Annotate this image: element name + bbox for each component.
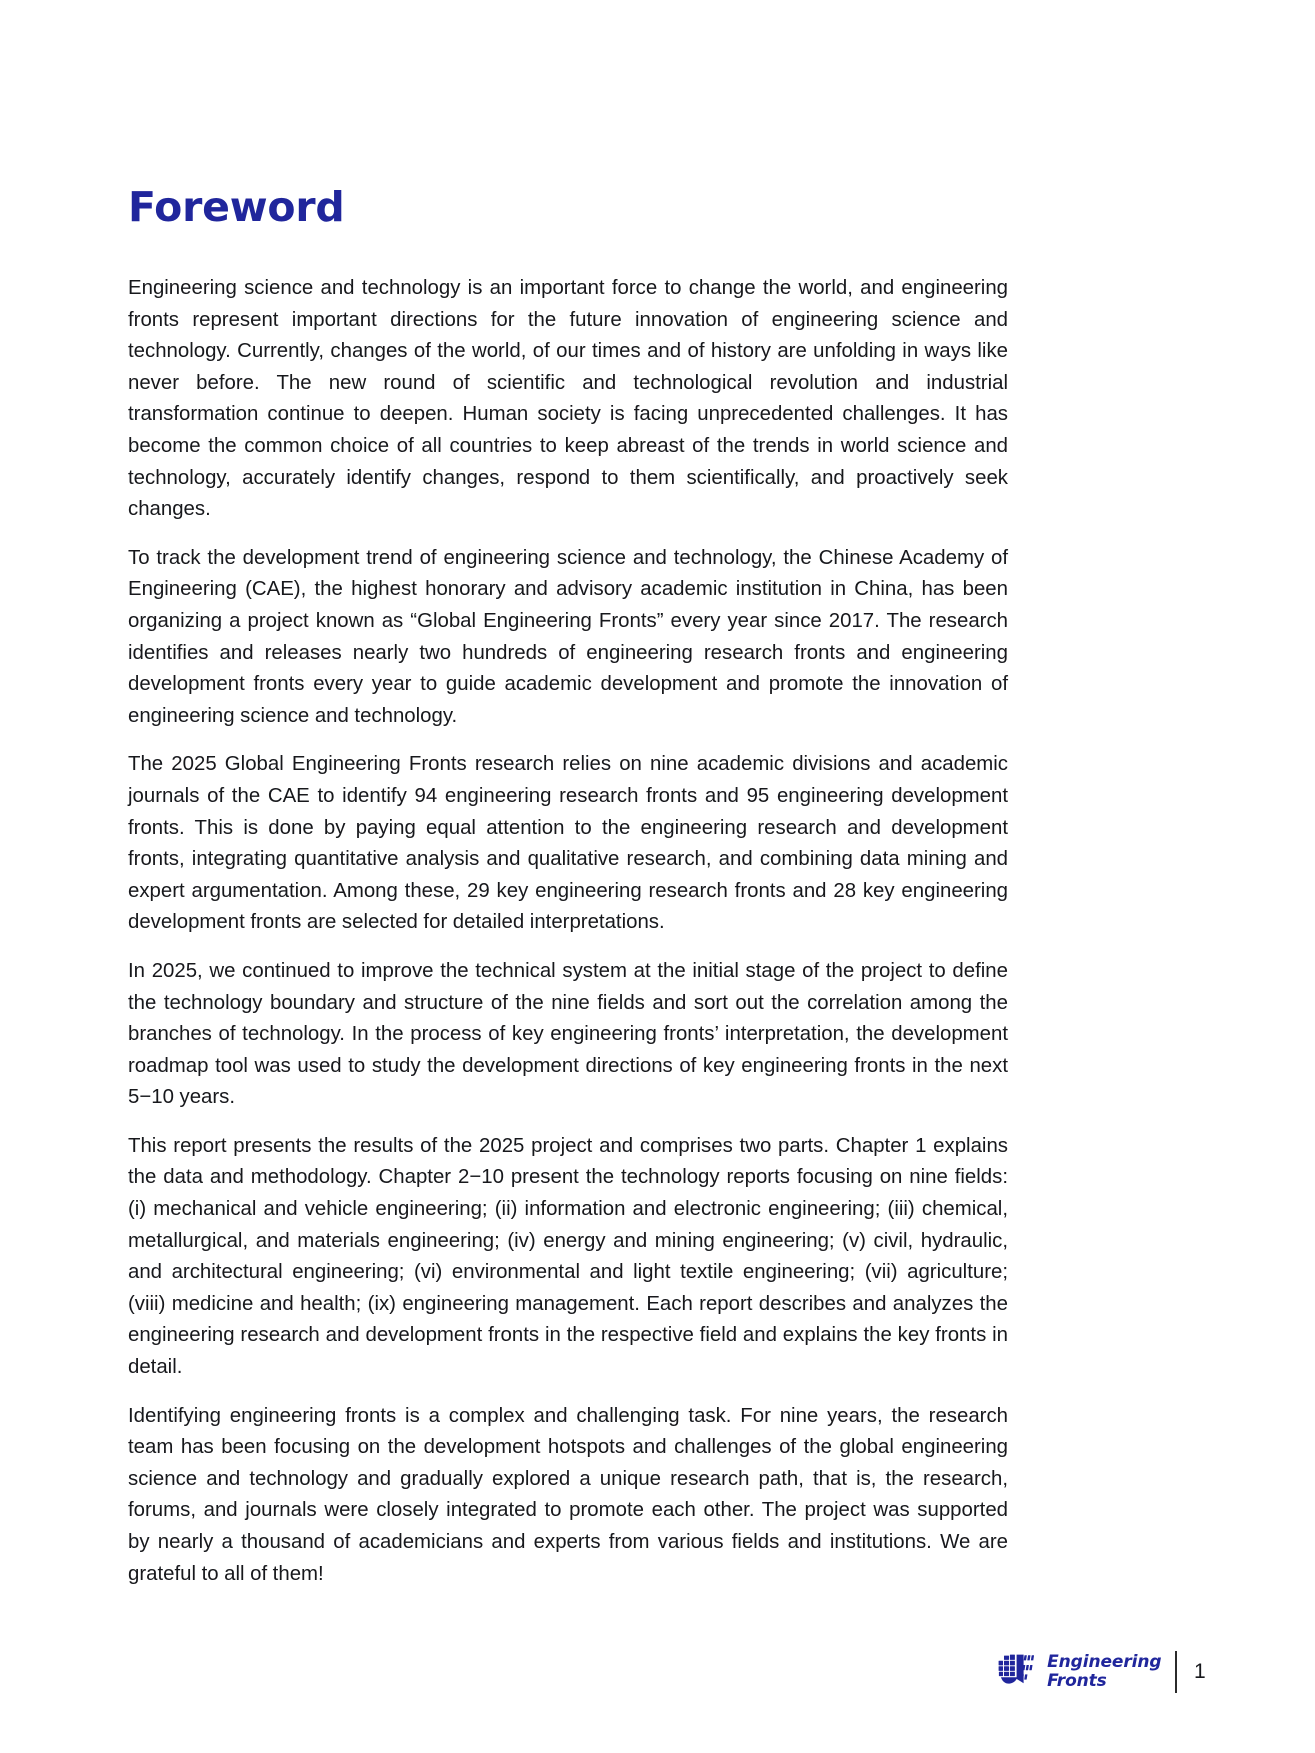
- page-title: Foreword: [128, 183, 345, 231]
- page-number: 1: [1194, 1660, 1206, 1683]
- globe-grid-icon: [996, 1652, 1038, 1692]
- paragraph: Engineering science and technology is an important force to change the world, and engineering fronts represent important directions for the future innovation of engineering science and technology. Currently, changes of the world, of our times and of history are unfolding in ways like never before. The new round of scientific and technological revolution and industrial transformation continue to deepen. Human society is facing unprecedented challenges. It has become the common choice of all countries to keep abreast of the trends in world science and technology, accurately identify changes, respond to them scientifically, and proactively seek changes.: [128, 277, 1008, 521]
- brand-line-2: Fronts: [1047, 1671, 1107, 1691]
- page-footer: [996, 1651, 1210, 1693]
- paragraph: This report presents the results of the 2025 project and comprises two parts. Chapter 1 explains the data and methodology. Chapter 2−10 present the technology reports focusing on nine fields: (i) mechanical and vehicle engineering; (ii) information and electronic engineering; (iii) chemical, metallurgical, and materials engineering; (iv) energy and mining engineering; (v) civil, hydraulic, and architectural engineering; (vi) environmental and light textile engineering; (vii) agriculture; (viii) medicine and health; (ix) engineering management. Each report describes and analyzes the engineering research and development fronts in the respective field and explains the key fronts in detail.: [128, 1134, 1008, 1379]
- paragraph: To track the development trend of engineering science and technology, the Chinese Academy of Engineering (CAE), the highest honorary and advisory academic institution in China, has been organizing a project known as “Global Engineering Fronts” every year since 2017. The research identifies and releases nearly two hundreds of engineering research fronts and engineering development fronts every year to guide academic development and promote the innovation of engineering science and technology.: [128, 546, 1008, 727]
- page-content: [128, 0, 1008, 1590]
- footer-divider: [1175, 1651, 1177, 1693]
- paragraph: In 2025, we continued to improve the technical system at the initial stage of the project to define the technology boundary and structure of the nine fields and sort out the correlation among the branches of technology. In the process of key engineering fronts’ interpretation, the development roadmap tool was used to study the development directions of key engineering fronts in the next 5−10 years.: [128, 959, 1008, 1109]
- brand-lockup: [996, 1652, 1161, 1692]
- body-copy: [128, 273, 1008, 1590]
- paragraph: The 2025 Global Engineering Fronts research relies on nine academic divisions and academic journals of the CAE to identify 94 engineering research fronts and 95 engineering development fronts. This is done by paying equal attention to the engineering research and development fronts, integrating quantitative analysis and qualitative research, and combining data mining and expert argumentation. Among these, 29 key engineering research fronts and 28 key engineering development fronts are selected for detailed interpretations.: [128, 753, 1008, 934]
- brand-wordmark: [1047, 1653, 1161, 1691]
- brand-line-1: Engineering: [1047, 1651, 1162, 1672]
- paragraph: Identifying engineering fronts is a complex and challenging task. For nine years, the research team has been focusing on the development hotspots and challenges of the global engineering science and technology and gradually explored a unique research path, that is, the research, forums, and journals were closely integrated to promote each other. The project was supported by nearly a thousand of academicians and experts from various fields and institutions. We are grateful to all of them!: [128, 1404, 1008, 1585]
